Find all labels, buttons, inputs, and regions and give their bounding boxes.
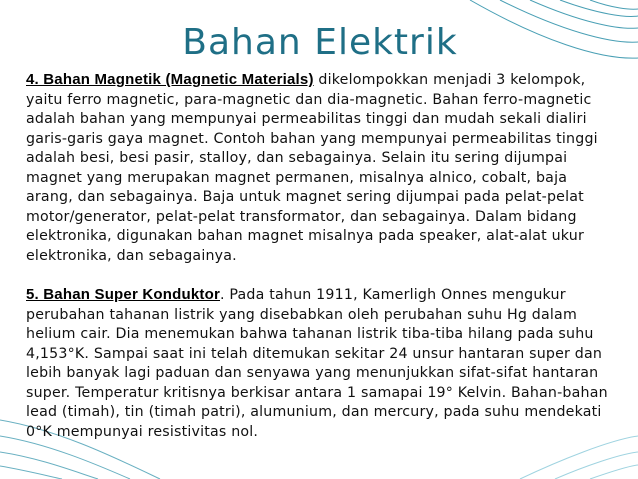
- corner-lines-top-right: [470, 0, 638, 58]
- corner-lines-bottom-right: [520, 436, 638, 479]
- paragraph-gap: [26, 266, 616, 285]
- section-text: dikelompokkan menjadi 3 kelompok, yaitu ferro magnetic, para-magnetic dan dia-magnetic. Bahan ferro-magnetic adalah bahan yang mempunyai permeabilitas tinggi dan mudah sekali dialiri garis-garis gaya magnet. Contoh bahan yang mempunyai permeabilitas tinggi adalah besi, besi pasir, stalloy, dan sebagainya. Selain itu sering dijumpai magnet yang merupakan magnet permanen, misalnya alnico, cobalt, baja arang, dan sebagainya. Baja untuk magnet sering dijumpai pada pelat-pelat motor/generator, pelat-pelat transformator, dan sebagainya. Dalam bidang elektronika, digunakan bahan magnet misalnya pada speaker, alat-alat ukur elektronika, dan sebagainya.: [26, 72, 598, 264]
- section-magnetic: [26, 70, 616, 266]
- section-heading: 5. Bahan Super Konduktor: [26, 286, 220, 303]
- section-superconductor: [26, 285, 616, 442]
- section-heading: 4. Bahan Magnetik (Magnetic Materials): [26, 71, 314, 88]
- section-text: . Pada tahun 1911, Kamerligh Onnes mengukur perubahan tahanan listrik yang disebabkan oleh perubahan suhu Hg dalam helium cair. Dia menemukan bahwa tahanan listrik tiba-tiba hilang pada suhu 4,153°K. Sampai saat ini telah ditemukan sekitar 24 unsur hantaran super dan lebih banyak lagi paduan dan senyawa yang menunjukkan sifat-sifat hantaran super. Temperatur kritisnya berkisar antara 1 samapai 19° Kelvin. Bahan-bahan lead (timah), tin (timah patri), alumunium, dan mercury, pada suhu mendekati 0°K mempunyai resistivitas nol.: [26, 287, 608, 440]
- slide-title: Bahan Elektrik: [182, 22, 458, 63]
- slide-body: [26, 70, 616, 442]
